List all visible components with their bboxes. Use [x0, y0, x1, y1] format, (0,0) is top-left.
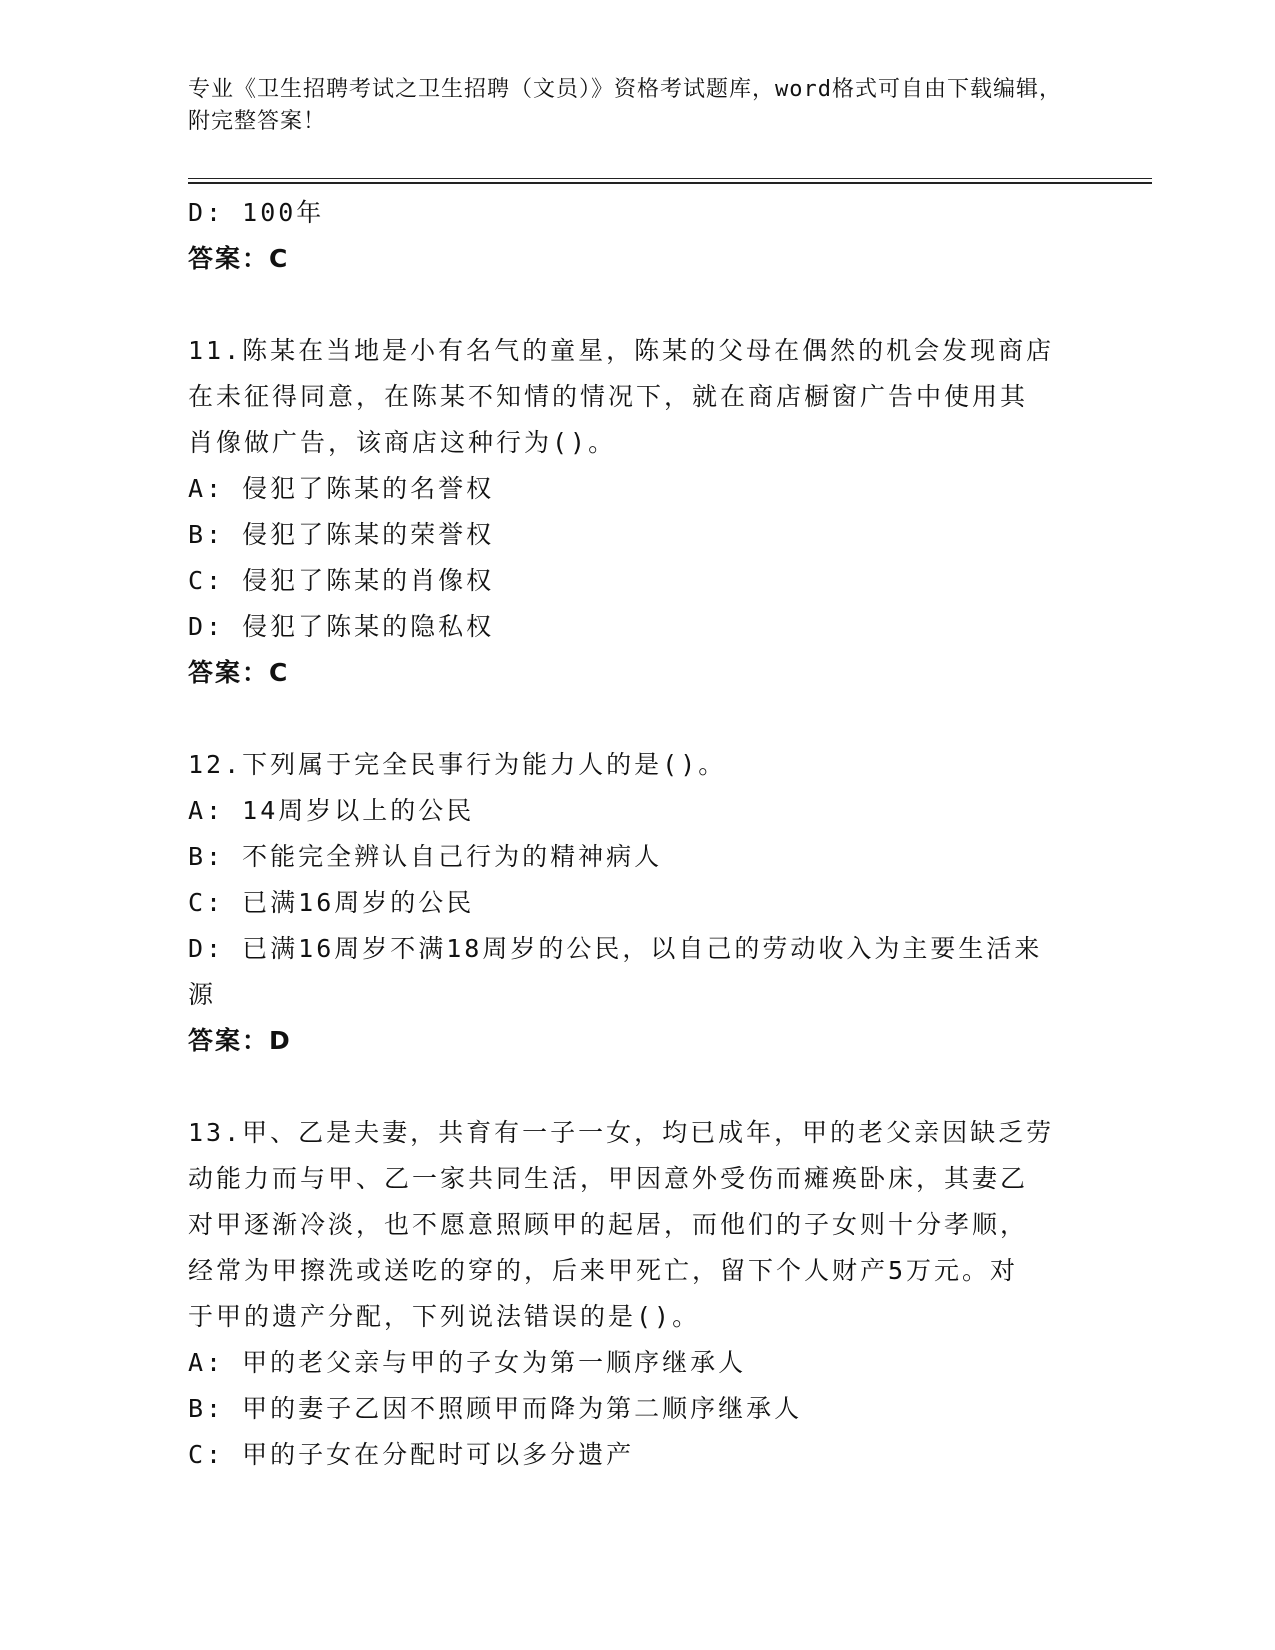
option-a: A: 甲的老父亲与甲的子女为第一顺序继承人: [188, 1348, 747, 1377]
option-a: A: 14周岁以上的公民: [188, 796, 475, 825]
option-b: B: 甲的妻子乙因不照顾甲而降为第二顺序继承人: [188, 1394, 803, 1423]
answer: 答案：D: [188, 1026, 292, 1055]
previous-question-tail: [188, 190, 1088, 282]
option-d: D: 侵犯了陈某的隐私权: [188, 612, 495, 641]
spacer: [188, 1064, 1088, 1110]
spacer: [188, 696, 1088, 742]
option-d: D: 100年: [188, 198, 325, 227]
option-c: C: 已满16周岁的公民: [188, 888, 475, 917]
header-divider-thick: [188, 182, 1152, 184]
question-text-line: 对甲逐渐冷淡，也不愿意照顾甲的起居，而他们的子女则十分孝顺，: [188, 1210, 1029, 1239]
option-b: B: 侵犯了陈某的荣誉权: [188, 520, 495, 549]
answer: 答案：C: [188, 658, 290, 687]
question-text-line: 13.甲、乙是夫妻，共育有一子一女，均已成年，甲的老父亲因缺乏劳: [188, 1118, 1055, 1147]
question-text-line: 12.下列属于完全民事行为能力人的是()。: [188, 750, 727, 779]
header-text: 专业《卫生招聘考试之卫生招聘（文员）》资格考试题库，word格式可自由下载编辑，附完整答案！: [188, 77, 1062, 134]
question-text-line: 11.陈某在当地是小有名气的童星，陈某的父母在偶然的机会发现商店: [188, 336, 1055, 365]
question-text-line: 肖像做广告，该商店这种行为()。: [188, 428, 617, 457]
option-c: C: 甲的子女在分配时可以多分遗产: [188, 1440, 635, 1469]
question-text-line: 动能力而与甲、乙一家共同生活，甲因意外受伤而瘫痪卧床，其妻乙: [188, 1164, 1029, 1193]
answer: 答案：C: [188, 244, 290, 273]
option-d: D: 已满16周岁不满18周岁的公民，以自己的劳动收入为主要生活来: [188, 934, 1043, 963]
exam-content: [188, 190, 1088, 1478]
option-b: B: 不能完全辨认自己行为的精神病人: [188, 842, 663, 871]
question-12: [188, 742, 1088, 1064]
page-header: [188, 74, 1068, 138]
question-text-line: 经常为甲擦洗或送吃的穿的，后来甲死亡，留下个人财产5万元。对: [188, 1256, 1019, 1285]
header-divider: [188, 178, 1152, 179]
question-11: [188, 328, 1088, 696]
question-13: [188, 1110, 1088, 1478]
question-text-line: 在未征得同意，在陈某不知情的情况下，就在商店橱窗广告中使用其: [188, 382, 1029, 411]
question-text-line: 于甲的遗产分配，下列说法错误的是()。: [188, 1302, 701, 1331]
option-d-continuation: 源: [188, 980, 217, 1009]
spacer: [188, 282, 1088, 328]
option-c: C: 侵犯了陈某的肖像权: [188, 566, 495, 595]
option-a: A: 侵犯了陈某的名誉权: [188, 474, 495, 503]
